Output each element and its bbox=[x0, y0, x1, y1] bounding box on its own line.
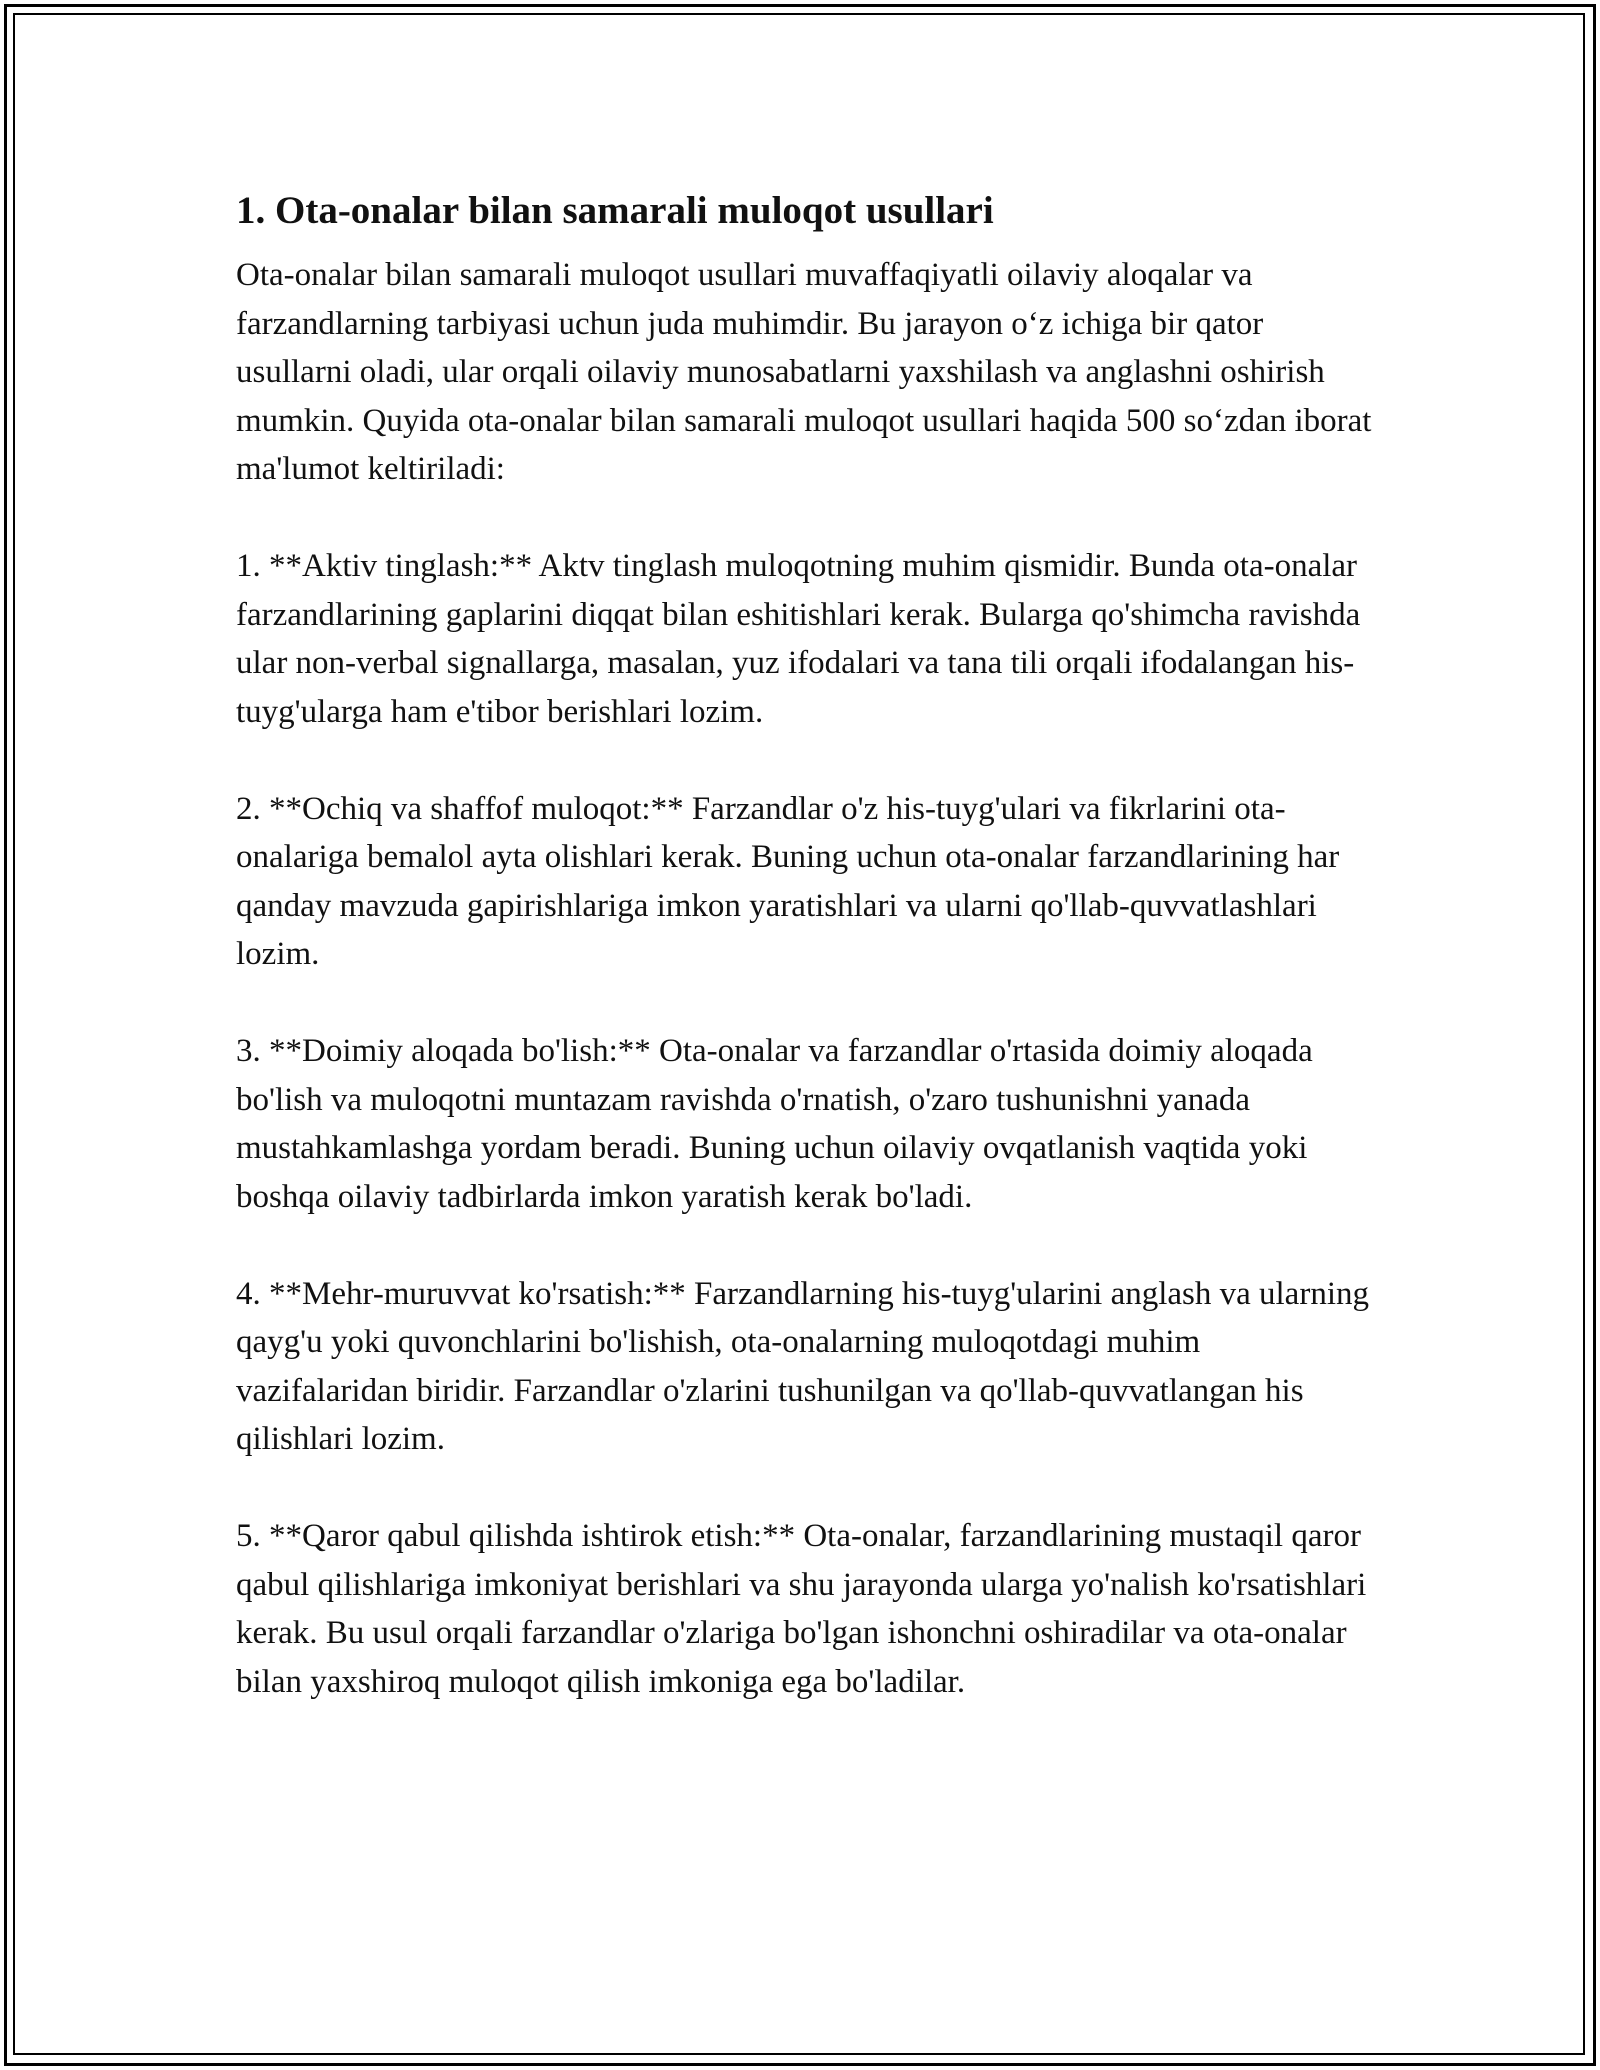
list-item-ochiq-muloqot: 2. **Ochiq va shaffof muloqot:** Farzandlar o'z his-tuyg'ulari va fikrlarini ota-onalariga bemalol ayta olishlari kerak. Buning uchun ota-onalar farzandlarining har qanday mavzuda gapirishlariga imkon yaratishlari va ularni qo'llab-quvvatlashlari lozim. bbox=[236, 790, 1340, 972]
intro-paragraph: Ota-onalar bilan samarali muloqot usullari muvaffaqiyatli oilaviy aloqalar va farzandlarning tarbiyasi uchun juda muhimdir. Bu jarayon o‘z ichiga bir qator usullarni oladi, ular orqali oilaviy munosabatlarni yaxshilash va anglashni oshirish mumkin. Quyida ota-onalar bilan samarali muloqot usullari haqida 500 so‘zdan iborat ma'lumot keltiriladi: bbox=[236, 257, 1372, 487]
list-item-aktiv-tinglash: 1. **Aktiv tinglash:** Aktv tinglash muloqotning muhim qismidir. Bunda ota-onalar farzandlarining gaplarini diqqat bilan eshitishlari kerak. Bularga qo'shimcha ravishda ular non-verbal signallarga, masalan, yuz ifodalari va tana tili orqali ifodalangan his-tuyg'ularga ham e'tibor berishlari lozim. bbox=[236, 548, 1361, 730]
list-item-qaror-qabul: 5. **Qaror qabul qilishda ishtirok etish:** Ota-onalar, farzandlarining mustaqil qaror qabul qilishlariga imkoniyat berishlari va shu jarayonda ularga yo'nalish ko'rsatishlari kerak. Bu usul orqali farzandlar o'zlariga bo'lgan ishonchni oshiradilar va ota-onalar bilan yaxshiroq muloqot qilish imkoniga ega bo'ladilar. bbox=[236, 1518, 1367, 1700]
list-item-mehr-muruvvat: 4. **Mehr-muruvvat ko'rsatish:** Farzandlarning his-tuyg'ularini anglash va ularning qayg'u yoki quvonchlarini bo'lishish, ota-onalarning muloqotdagi muhim vazifalaridan biridir. Farzandlar o'zlarini tushunilgan va qo'llab-quvvatlangan his qilishlari lozim. bbox=[236, 1275, 1369, 1457]
document-body bbox=[236, 185, 1376, 1706]
list-item-doimiy-aloqa: 3. **Doimiy aloqada bo'lish:** Ota-onalar va farzandlar o'rtasida doimiy aloqada bo'lish va muloqotni muntazam ravishda o'rnatish, o'zaro tushunishni yanada mustahkamlashga yordam beradi. Buning uchun oilaviy ovqatlanish vaqtida yoki boshqa oilaviy tadbirlarda imkon yaratish kerak bo'ladi. bbox=[236, 1033, 1313, 1215]
page-title: 1. Ota-onalar bilan samarali muloqot usullari bbox=[236, 189, 994, 232]
